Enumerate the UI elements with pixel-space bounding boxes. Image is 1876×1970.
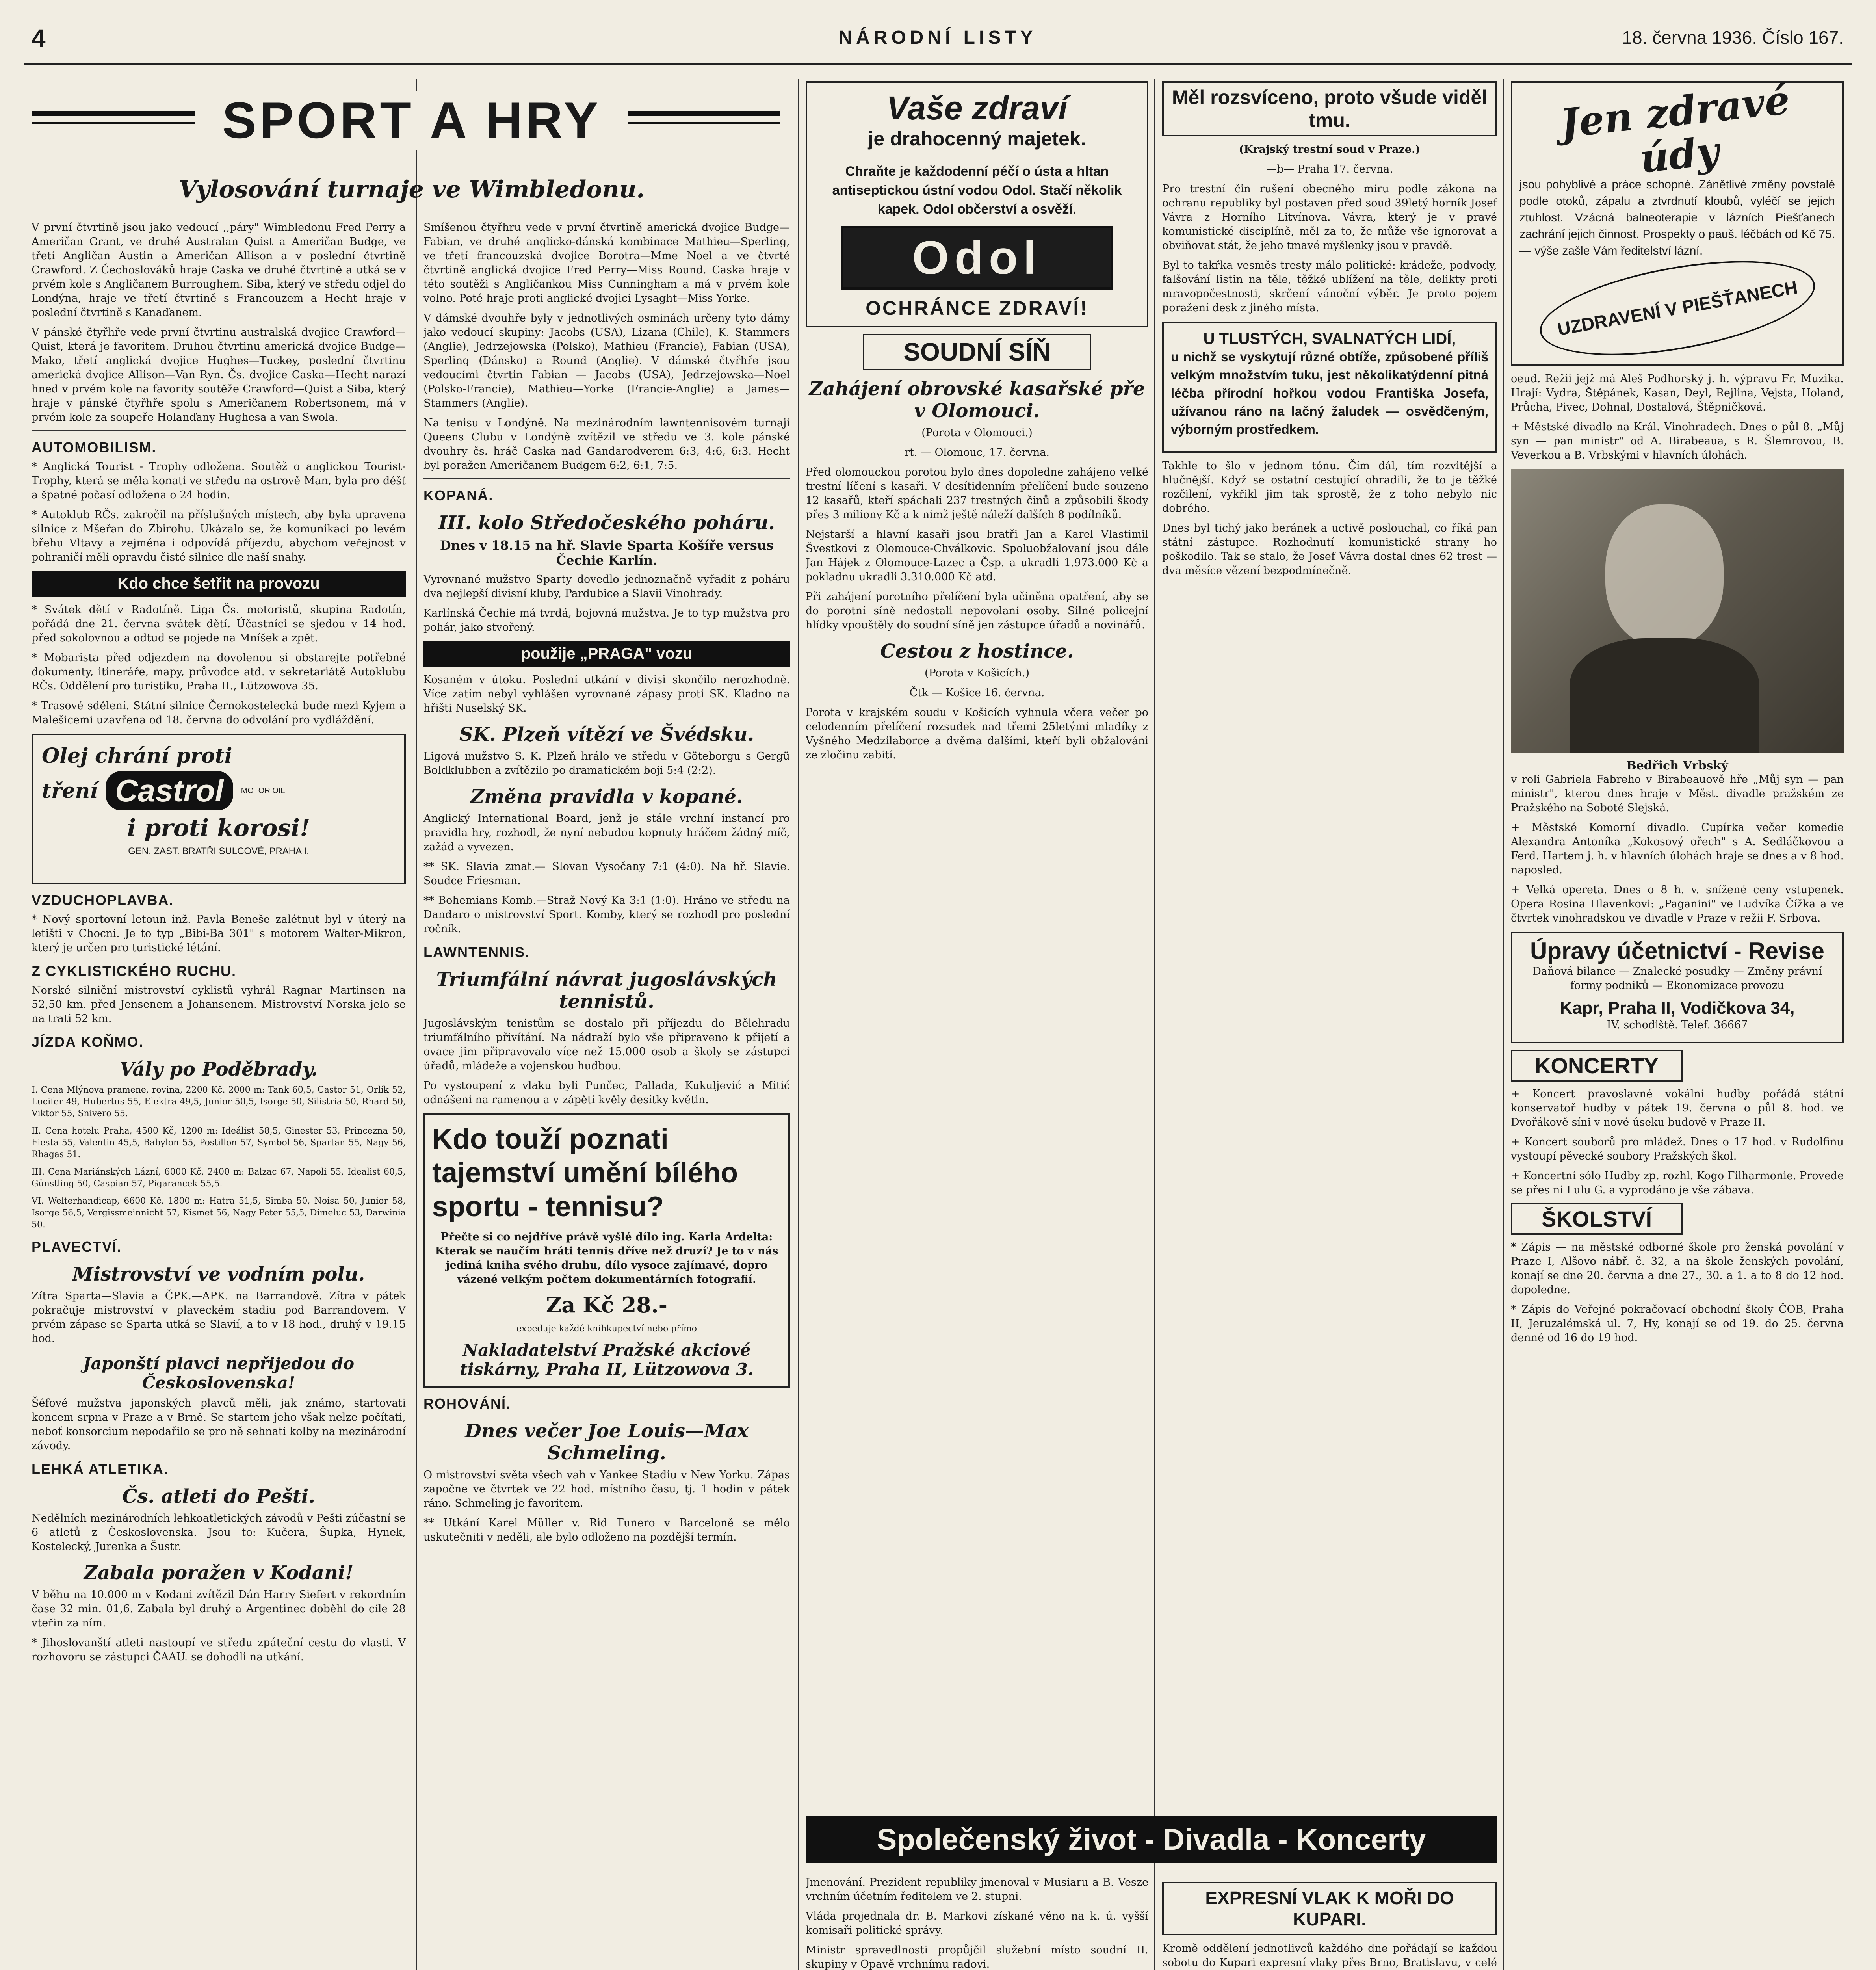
wimbledon-title: Vylosování turnaje ve Wimbledonu.: [178, 176, 645, 203]
school-paragraph: * Zápis — na městské odborné škole pro ženská povolání v Praze I, Alšovo nábř. č. 32, a na škole ženských povolání, konají se dne 20. června a dne 27., 30. a 1. a to 8 do 12 hod. dopoledne.: [1511, 1241, 1844, 1296]
football-heading: KOPANÁ.: [423, 487, 494, 504]
boxing-paragraph: O mistrovství světa všech vah v Yankee Stadiu v New Yorku. Zápas započne ve čtvrtek ve 22 hod. místního času, tj. 1 hodin v pátek ráno. Schmeling je favoritem.: [423, 1469, 790, 1509]
mineral-water-title: U TLUSTÝCH, SVALNATÝCH LIDÍ,: [1203, 330, 1456, 348]
society-paragraph: Ministr spravedlnosti propůjčil služební místo soudní II. skupiny v Opavě vrchnímu radovi.: [806, 1944, 1148, 1970]
odol-ad: [806, 81, 1148, 327]
court-paragraph: Porota v krajském soudu v Košicích vyhnula včera večer po celodenním přelíčení rozsudek nad třemi 25letými mladíky z Vyšného Medzilaborce a dvěma dalšími, kteří byli obžalováni ze zločinu zabití.: [806, 706, 1148, 761]
odol-logo: Odol: [841, 226, 1113, 290]
mineral-water-text: u nichž se vyskytují různé obtíže, způsobené příliš velkým množstvím tuku, jest několikatýdenní pitná léčba přírodní hořkou vodou Františka Josefa, užívanou ráno na lačný žaludek — osvědčeným, výborným prostředkem.: [1171, 349, 1488, 437]
wimbledon-paragraph: Na tenisu v Londýně. Na mezinárodním lawntennisovém turnaji Queens Clubu v Londýně zvítězil ve středu ve 3. kole pánské dvouhry čs. hráč Caska nad Gandarodverem 6:3, 4:6, 6:3. Hecht byl poražen Američanem Budgem 6:2, 6:1, 7:5.: [423, 417, 790, 472]
portrait-body: [1570, 638, 1759, 753]
castrol-ad: [32, 734, 406, 884]
tennis-book-price-sub: expeduje každé knihkupectví nebo přímo: [516, 1324, 697, 1334]
tennis-heading: LAWNTENNIS.: [423, 944, 530, 960]
wimbledon-paragraph: V pánské čtyřhře vede první čtvrtinu australská dvojice Crawford—Quist, která je favoritem. Druhou čtvrtinu americká dvojice Budge—Mako, třetí anglická dvojice Hughes—Tuckey, poslední čtvrtinu americká dvojice Allison—Van Ryn. Čs. dvojice Caska—Hecht narazí hned v prvém kole na favority soutěže Crawford—Quist a Siba, který hraje v pánské čtyřhře spolu s Američanem Robertsonem, má v prvém kole za soupeře Holanďany Hughesa a van Swola.: [32, 326, 406, 424]
express-train-ad: [1162, 1882, 1497, 1935]
tennis-paragraph: Jugoslávským tenistům se dostalo při příjezdu do Bělehradu triumfálního přivítání. Na nádraží bylo vše připraveno k přijetí a ovace jim připravovalo více než 15.000 osob a školy se zástupci úřadů, mládeže a vojenskou hudbou.: [423, 1017, 790, 1072]
column-3: [806, 75, 1148, 1812]
column-1: [32, 221, 406, 1970]
tennis-book-price: Za Kč 28.-: [546, 1292, 668, 1318]
court-place-2: (Porota v Košicích.): [925, 667, 1029, 679]
corruption-title: Měl rozsvíceno, proto všude viděl tmu.: [1172, 86, 1488, 131]
cycling-heading: Z CYKLISTICKÉHO RUCHU.: [32, 963, 236, 979]
football-title-2: SK. Plzeň vítězí ve Švédsku.: [459, 723, 754, 745]
auto-paragraph: * Trasové sdělení. Státní silnice Černokostelecká bude mezi Kyjem a Malešicemi uzavřena od 18. června do odvolání pro vydláždění.: [32, 700, 406, 726]
football-sub: Dnes v 18.15 na hř. Slavie Sparta Košíře versus Čechie Karlín.: [440, 538, 774, 568]
theater-paragraph: + Velká opereta. Dnes o 8 h. v. snížené ceny vstupenek. Opera Rosina Hlavenkovi: „Paganini" ve Ludvíka Čížka a ve čtvrtek vinohradskou ve divadle v Praze v režii F. Srbova.: [1511, 884, 1844, 924]
concerts-heading: KONCERTY: [1511, 1050, 1683, 1082]
odol-sub: je drahocenný majetek.: [868, 128, 1086, 150]
theater-paragraph: + Městské divadlo na Král. Vinohradech. Dnes o půl 8. „Můj syn — pan ministr" od A. Birabeaua, s R. Šlemrovou, B. Veverkou a B. Vrbskými v hlavních úlohách.: [1511, 421, 1844, 461]
tennis-book-publisher: Nakladatelství Pražské akciové tiskárny, Praha II, Lützowova 3.: [460, 1340, 754, 1379]
accounting-name: Kapr, Praha II, Vodičkova 34,: [1560, 998, 1795, 1018]
boxing-paragraph: ** Utkání Karel Müller v. Rid Tunero v Barceloně se mělo uskutečniti v neděli, ale bylo odloženo na pozdější termín.: [423, 1517, 790, 1543]
castrol-logo: Castrol: [106, 771, 233, 810]
piestany-text: jsou pohyblivé a práce schopné. Zánětlivé změny povstalé podle otoků, zápalu a ztvrdnutí kloubů, vyléčí se jejich ztuhlost. Vzácná balneoterapie v lázních Piešťanech zachrání jejich činnost. Prospekty o pauš. léčbách od Kč 75.— výše zašle Vám ředitelství lázní.: [1519, 178, 1835, 257]
express-paragraph: Kromě oddělení jednotlivců každého dne pořádají se každou sobotu do Kupari expresní vlaky přes Brno, Bratislavu, v celé: [1162, 1942, 1497, 1969]
photo-caption: Bedřich Vrbský: [1626, 759, 1728, 773]
column-divider: [1154, 79, 1155, 1970]
school-paragraph: * Zápis do Veřejné pokračovací obchodní školy ČOB, Praha II, Jeruzalémská ul. 7, Hy, konají se od 19. do 25. června denně od 16 do 19 hod.: [1511, 1303, 1844, 1344]
column-5: [1511, 75, 1844, 1970]
praga-ad: použije „PRAGA" vozu: [423, 641, 790, 667]
tennis-title: Triumfální návrat jugoslávských tennistů.: [436, 968, 777, 1013]
boxing-heading: ROHOVÁNÍ.: [423, 1396, 511, 1412]
wimbledon-paragraph: Smíšenou čtyřhru vede v první čtvrtině americká dvojice Budge—Fabian, ve druhé anglicko-dánská kombinace Mathieu—Sperling, ve třetí francouzská dvojice Borotra—Mme Noel a ve čtvrté čtvrtině anglická dvojice Fred Perry—Miss Round. Caska hraje v této soutěži s Angličankou Miss Cunningham a má v prvém kole volno. Poté hraje proti anglické dvojici Lysaght—Miss Yorke.: [423, 221, 790, 305]
auto-paragraph: * Autoklub RČs. zakročil na příslušných místech, aby byla upravena silnice z Mšeřan do Zbirohu. Ukázalo se, že komunikaci po levém břehu Vltavy a zejména i odpovídá příjezdu, abychom veřejnost v pohraničí měli opravdu čisté silnice dle naší snahy.: [32, 509, 406, 563]
tennis-book-title: Kdo touží poznati tajemství umění bílého sportu - tennisu?: [432, 1123, 738, 1223]
athletics-paragraph: V běhu na 10.000 m v Kodani zvítězil Dán Harry Siefert v rekordním čase 32 min. 01,6. Zabala byl druhý a Argentinec doběhl do cíle 28 vteřin za ním.: [32, 1589, 406, 1629]
concert-paragraph: + Koncert souborů pro mládež. Dnes o 17 hod. v Rudolfinu vystoupí pěvecké soubory Pražských škol.: [1511, 1136, 1844, 1162]
corruption-paragraph: Pro trestní čin rušení obecného míru podle zákona na ochranu republiky byl postaven před soud 39letý horník Josef Vávra z Horního Litvínova. Vávra, který je v pravé komunistické disciplíně, měl za to, že může vše ignorovat a obviňovat stát, že jeho tmavé myšlenky jsou v pravdě.: [1162, 183, 1497, 252]
column-divider: [1503, 79, 1504, 1970]
express-title: EXPRESNÍ VLAK K MOŘI DO KUPARI.: [1205, 1888, 1454, 1929]
swim-title: Mistrovství ve vodním polu.: [72, 1263, 365, 1285]
athletics-paragraph: Nedělních mezinárodních lehkoatletických závodů v Pešti zúčastní se 6 atletů z Československa. Jsou to: Kučera, Šupka, Hynek, Kostelecký, Jurenka a Šustr.: [32, 1512, 406, 1553]
court-paragraph: Při zahájení porotního přelíčení byla učiněna opatření, aby se do porotní síně nedostali nepovolaní osoby. Silné policejní hlídky vpouštěly do soudní síně jen zástupce úřadů a novinářů.: [806, 591, 1148, 631]
court-title-2: Cestou z hostince.: [880, 640, 1074, 662]
newspaper-page: [24, 16, 1852, 1970]
swim-paragraph: Zítra Sparta—Slavia a ČPK.—APK. na Barrandově. Zítra v pátek pokračuje mistrovství v plaveckém stadiu pod Barrandovem. V prvém zápase se Sparta utká se Slavií, a to v 18 hod., druhý v 19.15 hod.: [32, 1290, 406, 1345]
horse-paragraph: VI. Welterhandicap, 6600 Kč, 1800 m: Hatra 51,5, Simba 50, Noisa 50, Junior 58, Isorge 56,5, Vergissmeinnicht 57, Kismet 56, Nagy Peter 55,5, Dimeluc 53, Darwinia 50.: [32, 1196, 406, 1230]
theater-paragraph: oeud. Režii jejž má Aleš Podhorský j. h. výpravu Fr. Muzika. Hrají: Vydra, Štěpánek, Kasan, Deyl, Rejlina, Vejsta, Holand, Průcha, Pivec, Dohnal, Dostalová, Štěpničková.: [1511, 373, 1844, 413]
column-4: [1162, 75, 1497, 1812]
aviation-heading: VZDUCHOPLAVBA.: [32, 892, 174, 908]
athletics-title-2: Zabala poražen v Kodani!: [84, 1562, 354, 1584]
column-4-lower: [1162, 1875, 1497, 1970]
theater-paragraph: + Městské Komorní divadlo. Cupírka večer komedie Alexandra Antoníka „Kokosový ořech" s A. Sedláčkovou a Ferd. Hartem j. h. v hlavních úlohách hraje se dnes a v 8 hod. naposled.: [1511, 821, 1844, 876]
concert-paragraph: + Koncert pravoslavné vokální hudby pořádá státní konservatoř hudby v pátek 19. června o půl 8. hod. ve Dvořákově síni v nové úseku budově v Praze II.: [1511, 1088, 1844, 1128]
accounting-address: IV. schodiště. Telef. 36667: [1607, 1019, 1748, 1031]
auto-heading: AUTOMOBILISM.: [32, 439, 157, 455]
page-number: 4: [32, 24, 46, 52]
tennis-paragraph: Po vystoupení z vlaku byli Punčec, Pallada, Kukuljević a Mitić odnášeni na ramenou a v zápětí kvěly desítky květin.: [423, 1080, 790, 1106]
auto-box-title: Kdo chce šetřit na provozu: [32, 571, 406, 597]
auto-paragraph: * Mobarista před odjezdem na dovolenou si obstarejte potřebné dokumenty, itineráře, mapy, průvodce atd. v sekretariátě Autoklubu RČs. Oddělení pro turistiku, Praha II., Lützowova 35.: [32, 652, 406, 692]
court-place: (Porota v Olomouci.): [921, 427, 1033, 439]
court-title: Zahájení obrovské kasařské pře v Olomouci.: [809, 378, 1145, 422]
actor-photo: [1511, 469, 1844, 753]
horse-heading: JÍZDA KOŇMO.: [32, 1034, 144, 1050]
castrol-line2: tření: [42, 779, 98, 803]
athletics-heading: LEHKÁ ATLETIKA.: [32, 1461, 169, 1477]
aviation-paragraph: * Nový sportovní letoun inž. Pavla Beneše zalétnut byl v úterý na letišti v Chocni. Je to typ „Bibi-Ba 301" s motorem Walter-Mikron, který je určen pro turistické létání.: [32, 913, 406, 954]
swim-title-2: Japonští plavci nepřijedou do Československa!: [83, 1354, 355, 1392]
football-paragraph: ** Bohemians Komb.—Straž Nový Ka 3:1 (1:0). Hráno ve středu na Dandaro o mistrovství Sport. Komby, který se rozhodl pro poslední ročník.: [423, 894, 790, 935]
accounting-text: Daňová bilance — Znalecké posudky — Změny právní formy podniků — Ekonomizace provozu: [1532, 965, 1822, 992]
castrol-agent: GEN. ZAST. BRATŘI SULCOVÉ, PRAHA I.: [128, 846, 309, 857]
sport-title: SPORT A HRY: [195, 91, 628, 150]
accounting-title: Úpravy účetnictví - Revise: [1530, 938, 1824, 964]
horse-paragraph: II. Cena hotelu Praha, 4500 Kč, 1200 m: Ideálist 58,5, Ginester 53, Princezna 50, Fiesta 55, Valentin 45,5, Babylon 55, Postillon 57, Symbol 56, Spartan 55, Nagy 56, Rhagas 51.: [32, 1126, 406, 1160]
accounting-ad: [1511, 932, 1844, 1043]
horse-paragraph: I. Cena Mlýnova pramene, rovina, 2200 Kč. 2000 m: Tank 60,5, Castor 51, Orlík 52, Lucifer 49, Hubertus 55, Elektra 49,5, Junior 50,5, Isorge 50, Silistria 50, Rhard 50, Viktor 55, Snivero 55.: [32, 1085, 406, 1119]
tennis-book-ad: [423, 1113, 790, 1388]
horse-paragraph: III. Cena Mariánských Lázní, 6000 Kč, 2400 m: Balzac 67, Napoli 55, Idealist 60,5, Günstling 50, Caspian 57, Pigarancek 55,5.: [32, 1167, 406, 1189]
corruption-title-box: [1162, 81, 1497, 136]
football-title: III. kolo Středočeského poháru.: [438, 512, 775, 534]
cycling-paragraph: Norské silniční mistrovství cyklistů vyhrál Ragnar Martinsen na 52,50 km. před Jensenem a Johansenem. Mistrovství Norska jelo se na trati 52 km.: [32, 984, 406, 1025]
swim-heading: PLAVECTVÍ.: [32, 1239, 122, 1255]
odol-text: Chraňte je každodenní péčí o ústa a hltan antiseptickou ústní vodou Odol. Stačí několik kapek. Odol občerství a osvěží.: [832, 164, 1122, 217]
tennis-book-text: Přečte si co nejdříve právě vyšlé dílo ing. Karla Ardelta: Kterak se naučím hráti tennis dříve než druzí? Je to v nás jediná kniha svého druhu, dílo vysoce zajímavé, dopro vázené velkým počtem dokumentárních fotografií.: [435, 1231, 778, 1286]
concert-paragraph: + Koncertní sólo Hudby zp. rozhl. Kogo Filharmonie. Provede se přes ni Lulu G. a vyprodáno je vše zábava.: [1511, 1170, 1844, 1196]
society-banner: [806, 1816, 1497, 1868]
newspaper-name: NÁRODNÍ LISTY: [838, 27, 1037, 48]
odol-slogan: OCHRÁNCE ZDRAVÍ!: [866, 297, 1088, 319]
masthead: [24, 16, 1852, 65]
issue-date: 18. června 1936. Číslo 167.: [1622, 27, 1844, 48]
court-date-2: Čtk — Košice 16. června.: [909, 687, 1045, 699]
auto-paragraph: * Anglická Tourist - Trophy odložena. Soutěž o anglickou Tourist-Trophy, která se měla konati ve středu na ostrově Man, byla pro déšť a špatné počasí odložena o 24 hodin.: [32, 461, 406, 501]
swim-paragraph: Šéfové mužstva japonských plavců měli, jak známo, startovati koncem srpna v Praze a v Brně. Se startem jeho však nelze počítati, neboť konsorcium nepodařilo se pro ně sehnati kolby na mezinárodní závody.: [32, 1397, 406, 1452]
football-paragraph: Kosaném v útoku. Poslední utkání v divisi skončilo nerozhodně. Více zatím nebyl vyhlášen vyrovnané zápasy proti SK. Kladno na hřišti Nuselský SK.: [423, 674, 790, 714]
sport-section-header: [32, 75, 792, 177]
corruption-paragraph: Dnes byl tichý jako beránek a uctivě poslouchal, co říká pan státní zástupce. Rozhodnutí komunistické strany ho poškodilo. Tak se stalo, že Josef Vávra dostal dnes 62 trest — dva měsíce vězení bezpodmínečně.: [1162, 522, 1497, 577]
society-bar: Společenský život - Divadla - Koncerty: [806, 1816, 1497, 1863]
corruption-paragraph: Takhle to šlo v jednom tónu. Čím dál, tím rozvitější a hlučnější. Když se ostatní cestující ohradili, že to je těžké rozčilení, vykřikl jim tak sprostě, že z toho nebylo nic dobrého.: [1162, 460, 1497, 515]
portrait-face: [1605, 504, 1724, 646]
school-heading: ŠKOLSTVÍ: [1511, 1203, 1683, 1235]
court-date: rt. — Olomouc, 17. června.: [905, 446, 1049, 459]
auto-paragraph: * Svátek dětí v Radotíně. Liga Čs. motoristů, skupina Radotín, pořádá dne 21. června svátek dětí. Účastníci se sjedou v 14 hod. před sokolovnou a odtud se pojede na Mníšek a zpět.: [32, 604, 406, 644]
wimbledon-paragraph: V první čtvrtině jsou jako vedoucí ,,páry" Wimbledonu Fred Perry a Američan Grant, ve druhé Australan Quist a Američan Budge, ve třetí Angličan Austin a Američan Allison a v poslední čtvrtině Crawford. Z Čechoslováků hraje Caska ve druhé čtvrtině a utká se v prvém kole s Angličanem Burroughem. Siba, který ve středu odjel do Londýna, hraje ve třetí čtvrtině s Francouzem a Hecht hraje v poslední čtvrtině s Kanaďanem.: [32, 221, 406, 319]
corruption-paragraph: Byl to takřka vesměs tresty málo politické: krádeže, podvody, falšování listin na těle, těžké ublížení na těle, delikty proti mravopočestnosti, skrčení vánoční výběr. Je proto pojem poražení desk z jiného místa.: [1162, 259, 1497, 314]
wimbledon-paragraph: V dámské dvouhře byly v jednotlivých osminách určeny tyto dámy jako vedoucí skupiny: Jacobs (USA), Lizana (Chile), K. Stammers (Anglie), Jedrzejowska (Polsko), Mathieu (Francie), Fabian (USA), Sperling (Dánsko) a Round (Anglie). V dámské čtyřhře jsou vedoucími čtvrtin Fabian — Jacobs (USA), Jedrzejowska—Noel (Polsko-Francie), Mathieu—Yorke (Francie-Anglie) a James—Stammers (Anglie).: [423, 312, 790, 409]
castrol-line1: Olej chrání proti: [42, 744, 232, 768]
football-paragraph: Ligová mužstvo S. K. Plzeň hrálo ve středu v Göteborgu s Gergü Boldklubben a zvítězilo po dramatickém boji 5:4 (2:2).: [423, 750, 790, 777]
football-title-3: Změna pravidla v kopané.: [470, 786, 743, 808]
castrol-line3: i proti korosi!: [127, 814, 310, 842]
society-paragraph: Jmenování. Prezident republiky jmenoval v Musiaru a B. Vesze vrchním účetním ředitelem ve 2. stupni.: [806, 1876, 1148, 1903]
court-heading: SOUDNÍ SÍŇ: [863, 334, 1091, 370]
football-paragraph: Anglický International Board, jenž je stále vrchní instancí pro pravidla hry, rozhodl, že nyní nebudou kopnuty hráčem žádný míč, zažád a vyvezen.: [423, 812, 790, 853]
corruption-date: —b— Praha 17. června.: [1266, 163, 1393, 175]
court-paragraph: Nejstarší a hlavní kasaři jsou bratři Jan a Karel Vlastimil Švestkovi z Olomouce-Chválkovic. Spoluobžalovaní jsou dále Jan Hájek z Olomouce-Lazec a Čsp. a ukradli 1.973.000 Kč a pokladnu ukradli 3.310.000 Kč atd.: [806, 528, 1148, 583]
mineral-water-ad: [1162, 322, 1497, 453]
castrol-sub: MOTOR OIL: [241, 786, 285, 795]
column-2: [423, 221, 790, 1970]
odol-title: Vaše zdraví: [886, 89, 1068, 126]
court-paragraph: Před olomouckou porotou bylo dnes dopoledne zahájeno velké trestní líčení s kasaři. V desítidenním přelíčení bude souzeno 12 kasařů, kteří spáchali 237 trestných činů a způsobili škody přes 3 miliony Kč a k nimž ještě náleží dalších 8 podílníků.: [806, 466, 1148, 521]
football-paragraph: ** SK. Slavia zmat.— Slovan Vysočany 7:1 (4:0). Na hř. Slavie. Soudce Friesman.: [423, 860, 790, 887]
society-paragraph: Vláda projednala dr. B. Markovi získané věno na k. ú. vyšší komisaři politické správy.: [806, 1910, 1148, 1937]
column-divider: [416, 79, 417, 1970]
theater-paragraph: v roli Gabriela Fabreho v Birabeauově hře „Můj syn — pan ministr", kterou dnes hraje v Měst. divadle pražském ze Pražského na Soboté Slejská.: [1511, 773, 1844, 814]
wimbledon-headline: [32, 169, 792, 217]
corruption-sub: (Krajský trestní soud v Praze.): [1239, 143, 1421, 156]
horse-title: Vály po Poděbrady.: [119, 1058, 318, 1080]
athletics-title: Čs. atleti do Pešti.: [122, 1485, 315, 1507]
column-3-lower: [806, 1875, 1148, 1970]
football-paragraph: Vyrovnané mužstvo Sparty dovedlo jednoznačně vyřadit z poháru dva nejlepší divisní kluby, Pardubice a Slavii Vinohrady.: [423, 573, 790, 600]
piestany-title: Jen zdravé údy: [1558, 76, 1792, 182]
athletics-paragraph: * Jihoslovanští atleti nastoupí ve středu zpáteční cestu do vlasti. V rozhovoru se zástupci ČAAU. se dohodli na utkání.: [32, 1637, 406, 1663]
column-divider: [798, 79, 799, 1970]
football-paragraph: Karlínská Čechie má tvrdá, bojovná mužstva. Je to typ mužstva pro pohár, jako stvořený.: [423, 607, 790, 634]
piestany-logo: UZDRAVENÍ V PIEŠŤANECH: [1533, 243, 1822, 373]
boxing-title: Dnes večer Joe Louis—Max Schmeling.: [465, 1420, 749, 1464]
piestany-ad: [1511, 76, 1844, 366]
